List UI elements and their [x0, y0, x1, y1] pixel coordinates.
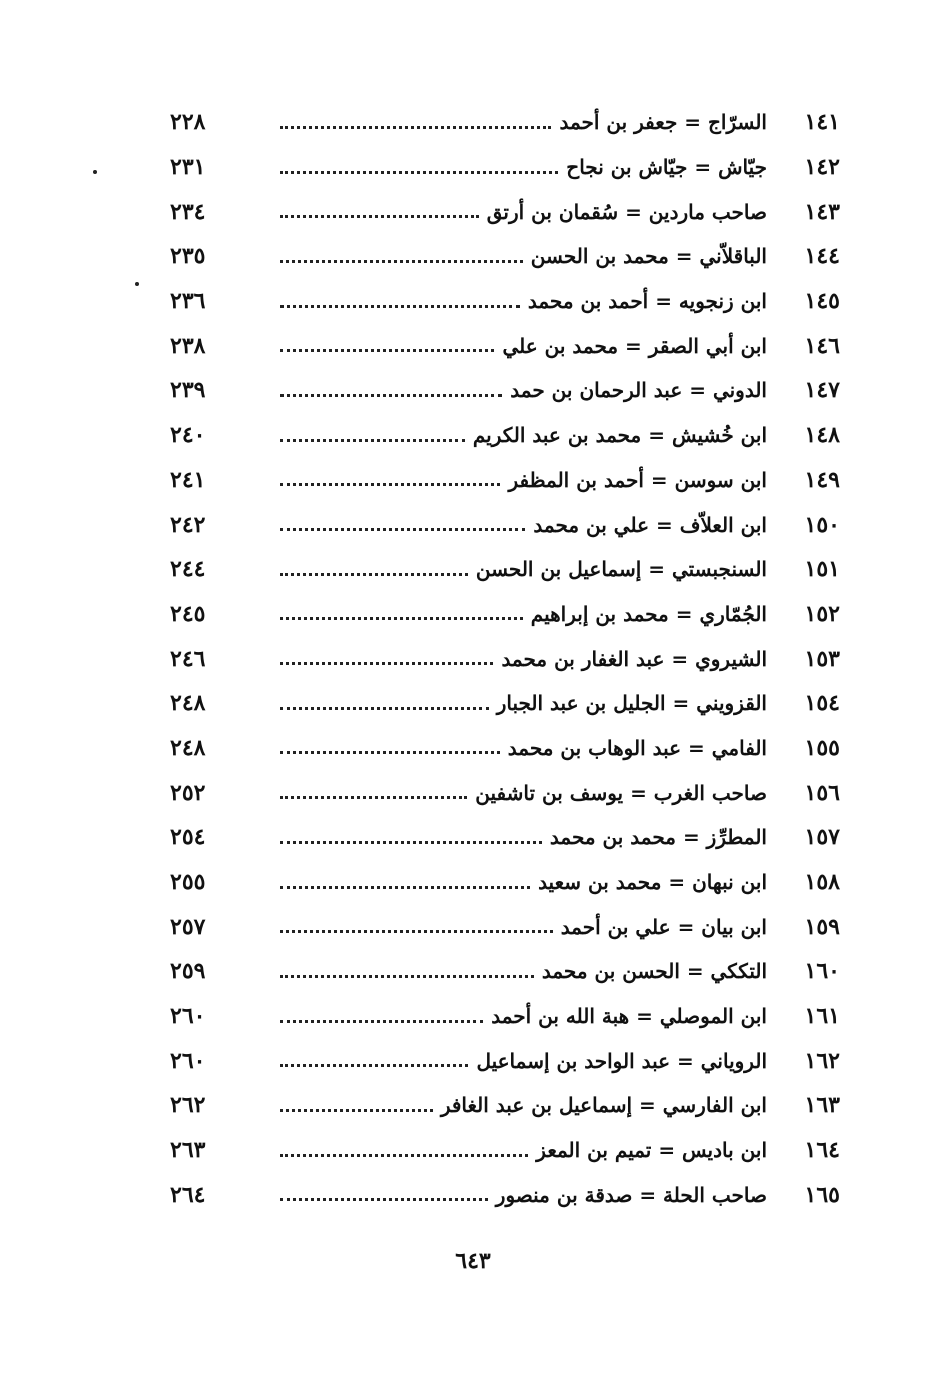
entry-page: ٢٣٦: [170, 288, 206, 315]
entry-page: ٢٣٩: [170, 377, 206, 404]
entry-page: ٢٤٥: [170, 600, 206, 627]
entry-page: ٢٥٧: [170, 913, 206, 940]
toc-row: [170, 592, 840, 637]
entry-page: ٢٤٠: [170, 422, 206, 449]
entry-number: ١٤٤: [804, 243, 840, 270]
toc-row: [170, 458, 840, 503]
dot-leader: [280, 573, 468, 576]
entry-number: ١٦٣: [804, 1092, 840, 1119]
dot-leader: [280, 930, 553, 933]
entry-page: ٢٥٩: [170, 958, 206, 985]
entry-page: ٢٦٠: [170, 1047, 206, 1074]
entry-page: ٢٣٤: [170, 198, 206, 225]
toc-row: [170, 770, 840, 815]
entry-title: جيّاش = جيّاش بن نجاح: [566, 155, 767, 180]
entry-page: ٢٥٤: [170, 824, 206, 851]
entry-title: التككي = الحسن بن محمد: [541, 959, 767, 984]
toc-row: [170, 145, 840, 190]
entry-page: ٢٤٨: [170, 734, 206, 761]
toc-row: [170, 413, 840, 458]
toc-row: [170, 860, 840, 905]
toc-row: [170, 368, 840, 413]
dot-leader: [280, 1020, 483, 1023]
entry-page: ٢٦٣: [170, 1137, 206, 1164]
toc-row: [170, 726, 840, 771]
entry-number: ١٦٤: [804, 1137, 840, 1164]
entry-page: ٢٥٢: [170, 779, 206, 806]
entry-number: ١٤٨: [804, 422, 840, 449]
entry-number: ١٤٧: [804, 377, 840, 404]
table-of-contents: [170, 100, 840, 1217]
entry-page: ٢٣٥: [170, 243, 206, 270]
dot-leader: [280, 886, 530, 889]
dot-leader: [280, 126, 551, 129]
entry-number: ١٥١: [804, 556, 840, 583]
dot-leader: [280, 439, 465, 442]
entry-number: ١٤٥: [804, 288, 840, 315]
dot-leader: [280, 349, 494, 352]
entry-number: ١٦٠: [804, 958, 840, 985]
entry-title: السرّاج = جعفر بن أحمد: [559, 110, 767, 135]
dot-leader: [280, 707, 489, 710]
entry-page: ٢٤٤: [170, 556, 206, 583]
entry-title: صاحب الغرب = يوسف بن تاشفين: [475, 780, 767, 805]
entry-title: ابن الفارسي = إسماعيل بن عبد الغافر: [440, 1093, 767, 1118]
entry-page: ٢٤٦: [170, 645, 206, 672]
dot-leader: [280, 796, 467, 799]
entry-number: ١٤٩: [804, 466, 840, 493]
entry-number: ١٦١: [804, 1003, 840, 1030]
entry-page: ٢٦٢: [170, 1092, 206, 1119]
dot-leader: [280, 751, 500, 754]
toc-row: [170, 547, 840, 592]
toc-row: [170, 502, 840, 547]
dot-leader: [280, 394, 502, 397]
dot-leader: [280, 662, 493, 665]
entry-number: ١٤٦: [804, 332, 840, 359]
entry-number: ١٦٥: [804, 1181, 840, 1208]
entry-number: ١٥٤: [804, 690, 840, 717]
entry-title: ابن نبهان = محمد بن سعيد: [538, 870, 767, 895]
toc-row: [170, 1128, 840, 1173]
entry-title: صاحب ماردين = سُقمان بن أرتق: [486, 199, 767, 224]
toc-row: [170, 949, 840, 994]
toc-row: [170, 100, 840, 145]
entry-number: ١٦٢: [804, 1047, 840, 1074]
dot-leader: [280, 617, 523, 620]
entry-title: ابن باديس = تميم بن المعز: [536, 1138, 767, 1163]
entry-page: ٢٤٢: [170, 511, 206, 538]
toc-row: [170, 681, 840, 726]
dot-leader: [280, 215, 479, 218]
toc-row: [170, 323, 840, 368]
dot-leader: [280, 305, 520, 308]
entry-title: ابن أبي الصقر = محمد بن علي: [502, 333, 767, 358]
entry-page: ٢٣١: [170, 154, 206, 181]
toc-row: [170, 1173, 840, 1218]
entry-title: المطرِّز = محمد بن محمد: [549, 825, 767, 850]
dot-leader: [280, 1064, 468, 1067]
entry-page: ٢٣٨: [170, 332, 206, 359]
entry-page: ٢٤١: [170, 466, 206, 493]
toc-row: [170, 279, 840, 324]
entry-number: ١٤٢: [804, 154, 840, 181]
entry-number: ١٥٣: [804, 645, 840, 672]
dot-leader: [280, 975, 534, 978]
entry-title: الفامي = عبد الوهاب بن محمد: [507, 735, 767, 760]
toc-row: [170, 1038, 840, 1083]
entry-page: ٢٦٠: [170, 1003, 206, 1030]
entry-page: ٢٢٨: [170, 109, 206, 136]
entry-page: ٢٥٥: [170, 869, 206, 896]
toc-row: [170, 234, 840, 279]
entry-title: القزويني = الجليل بن عبد الجبار: [496, 691, 767, 716]
entry-number: ١٥٦: [804, 779, 840, 806]
entry-title: الشيروي = عبد الغفار بن محمد: [501, 646, 767, 671]
entry-number: ١٤٣: [804, 198, 840, 225]
entry-title: ابن العلاّف = علي بن محمد: [533, 512, 767, 537]
dot-leader: [280, 1198, 488, 1201]
entry-number: ١٥٠: [804, 511, 840, 538]
toc-row: [170, 636, 840, 681]
entry-title: الجُمّاري = محمد بن إبراهيم: [530, 601, 767, 626]
toc-row: [170, 904, 840, 949]
toc-row: [170, 1083, 840, 1128]
entry-number: ١٥٧: [804, 824, 840, 851]
dot-leader: [280, 260, 523, 263]
entry-title: ابن خُشيش = محمد بن عبد الكريم: [472, 423, 767, 448]
entry-title: السنجبستي = إسماعيل بن الحسن: [475, 557, 767, 582]
entry-title: الدوني = عبد الرحمان بن حمد: [510, 378, 767, 403]
dot-leader: [280, 1109, 433, 1112]
scan-speck: [135, 282, 139, 286]
dot-leader: [280, 841, 542, 844]
entry-number: ١٥٨: [804, 869, 840, 896]
entry-number: ١٥٩: [804, 913, 840, 940]
toc-row: [170, 994, 840, 1039]
entry-number: ١٥٥: [804, 734, 840, 761]
dot-leader: [280, 483, 500, 486]
dot-leader: [280, 171, 558, 174]
entry-title: ابن زنجويه = أحمد بن محمد: [527, 289, 767, 314]
dot-leader: [280, 528, 525, 531]
toc-row: [170, 189, 840, 234]
entry-number: ١٥٢: [804, 600, 840, 627]
entry-title: صاحب الحلة = صدقة بن منصور: [495, 1182, 767, 1207]
entry-title: ابن سوسن = أحمد بن المظفر: [508, 467, 767, 492]
toc-row: [170, 815, 840, 860]
entry-title: الروياني = عبد الواحد بن إسماعيل: [476, 1048, 767, 1073]
dot-leader: [280, 1154, 528, 1157]
entry-title: الباقلاّني = محمد بن الحسن: [530, 244, 767, 269]
entry-title: ابن الموصلي = هبة الله بن أحمد: [491, 1004, 767, 1029]
entry-page: ٢٦٤: [170, 1181, 206, 1208]
entry-title: ابن بيان = علي بن أحمد: [560, 914, 767, 939]
scan-speck: [93, 170, 97, 174]
entry-page: ٢٤٨: [170, 690, 206, 717]
entry-number: ١٤١: [804, 109, 840, 136]
page-number: ٦٤٣: [455, 1248, 491, 1274]
